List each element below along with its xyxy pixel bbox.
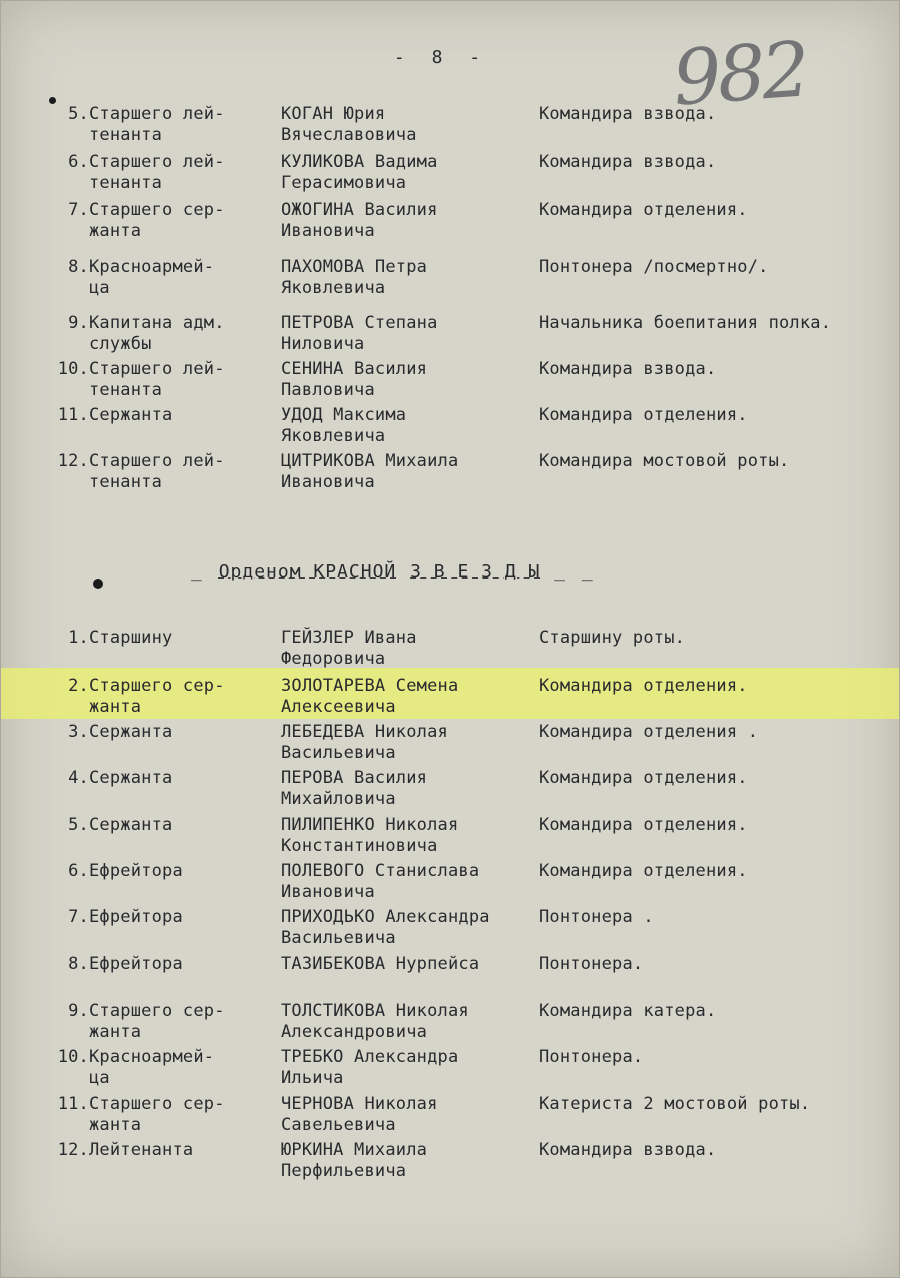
rank <box>89 815 269 836</box>
row-number: 2. <box>68 676 89 696</box>
award-row <box>1 954 899 1000</box>
name-line-1: ЮРКИНА Михаила <box>281 1140 428 1160</box>
full-name <box>281 768 531 810</box>
name-line-1: ПАХОМОВА Петра <box>281 257 428 277</box>
full-name <box>281 405 531 447</box>
rank <box>89 405 269 426</box>
rank <box>89 1094 269 1136</box>
name-line-2: Павловича <box>281 380 375 400</box>
name-line-2: Ильича <box>281 1068 344 1088</box>
full-name <box>281 313 531 355</box>
name-line-1: ПОЛЕВОГО Станислава <box>281 861 480 881</box>
rank <box>89 152 269 194</box>
position: Командира отделения. <box>539 768 748 788</box>
name-line-2: Яковлевича <box>281 278 386 298</box>
name-line-1: ПЕРОВА Василия <box>281 768 428 788</box>
name-line-1: ТАЗИБЕКОВА Нурпейса <box>281 954 480 974</box>
full-name <box>281 861 531 903</box>
rank-line-1: Старшего лей- <box>89 359 225 379</box>
rank-line-1: Капитана адм. <box>89 313 225 333</box>
rank-line-2: ца <box>89 1068 110 1088</box>
position: Старшину роты. <box>539 628 686 648</box>
row-number: 9. <box>68 313 89 333</box>
award-row <box>1 1001 899 1047</box>
rank-line-1: Старшего сер- <box>89 200 225 220</box>
position: Командира отделения. <box>539 405 748 425</box>
rank-line-1: Сержанта <box>89 405 173 425</box>
rank <box>89 451 269 493</box>
full-name <box>281 954 531 975</box>
row-number: 5. <box>68 104 89 124</box>
name-line-1: СЕНИНА Василия <box>281 359 428 379</box>
name-line-1: ОЖОГИНА Василия <box>281 200 438 220</box>
rank-line-2: тенанта <box>89 472 163 492</box>
name-line-1: КУЛИКОВА Вадима <box>281 152 438 172</box>
name-line-2: Ниловича <box>281 334 365 354</box>
rank-line-1: Сержанта <box>89 768 173 788</box>
rank <box>89 104 269 146</box>
full-name <box>281 676 531 718</box>
position: Понтонера /посмертно/. <box>539 257 769 277</box>
full-name <box>281 1094 531 1136</box>
rank-line-2: жанта <box>89 221 142 241</box>
rank-line-2: службы <box>89 334 152 354</box>
name-line-1: ЦИТРИКОВА Михаила <box>281 451 459 471</box>
name-line-1: ГЕЙЗЛЕР Ивана <box>281 628 417 648</box>
award-row <box>1 722 899 768</box>
row-number: 11. <box>57 1094 89 1114</box>
rank <box>89 676 269 718</box>
full-name <box>281 815 531 857</box>
position: Понтонера. <box>539 954 644 974</box>
rank-line-2: ца <box>89 278 110 298</box>
row-number: 4. <box>68 768 89 788</box>
full-name <box>281 359 531 401</box>
position: Начальника боепитания полка. <box>539 313 832 333</box>
full-name <box>281 152 531 194</box>
position: Командира мостовой роты. <box>539 451 790 471</box>
rank-line-1: Старшего лей- <box>89 104 225 124</box>
award-row <box>1 628 899 674</box>
rank-line-2: тенанта <box>89 173 163 193</box>
row-number: 8. <box>68 954 89 974</box>
award-row <box>1 313 899 359</box>
name-line-2: Васильевича <box>281 743 396 763</box>
award-row <box>1 257 899 303</box>
position: Командира отделения. <box>539 676 748 696</box>
rank-line-1: Сержанта <box>89 815 173 835</box>
full-name <box>281 451 531 493</box>
row-number: 9. <box>68 1001 89 1021</box>
row-number: 12. <box>57 451 89 471</box>
rank-line-1: Старшего сер- <box>89 1094 225 1114</box>
award-row <box>1 359 899 405</box>
rank-line-1: Ефрейтора <box>89 954 183 974</box>
row-number: 10. <box>57 359 89 379</box>
position: Командира взвода. <box>539 359 717 379</box>
rank-line-1: Ефрейтора <box>89 861 183 881</box>
rank-line-1: Лейтенанта <box>89 1140 194 1160</box>
name-line-1: ЗОЛОТАРЕВА Семена <box>281 676 459 696</box>
award-row <box>1 152 899 198</box>
full-name <box>281 1047 531 1089</box>
rank <box>89 1001 269 1043</box>
position: Командира взвода. <box>539 152 717 172</box>
full-name <box>281 907 531 949</box>
section-title-prefix: Орденом КРАСНОЙ <box>218 561 397 582</box>
full-name <box>281 257 531 299</box>
rank-line-1: Старшего сер- <box>89 1001 225 1021</box>
name-line-2: Ивановича <box>281 472 375 492</box>
archive-number-handwritten: 982 <box>670 24 810 123</box>
name-line-1: КОГАН Юрия <box>281 104 386 124</box>
rank <box>89 1140 269 1161</box>
rank <box>89 907 269 928</box>
rank-line-1: Старшего лей- <box>89 152 225 172</box>
row-number: 7. <box>68 907 89 927</box>
name-line-1: ПИЛИПЕНКО Николая <box>281 815 459 835</box>
position: Командира отделения . <box>539 722 759 742</box>
position: Командира отделения. <box>539 861 748 881</box>
rank <box>89 313 269 355</box>
name-line-1: ТРЕБКО Александра <box>281 1047 459 1067</box>
name-line-2: Перфильевича <box>281 1161 407 1181</box>
row-number: 11. <box>57 405 89 425</box>
award-row <box>1 200 899 246</box>
rank <box>89 861 269 882</box>
rank-line-2: жанта <box>89 697 142 717</box>
rank-line-1: Ефрейтора <box>89 907 183 927</box>
full-name <box>281 200 531 242</box>
rank-line-2: жанта <box>89 1022 142 1042</box>
award-row <box>1 907 899 953</box>
rank-line-1: Старшего сер- <box>89 676 225 696</box>
award-row <box>1 861 899 907</box>
award-row <box>1 1047 899 1093</box>
row-number: 7. <box>68 200 89 220</box>
punch-hole-top <box>49 97 56 104</box>
row-number: 5. <box>68 815 89 835</box>
rank <box>89 200 269 242</box>
row-number: 3. <box>68 722 89 742</box>
award-row <box>1 1140 899 1186</box>
name-line-2: Герасимовича <box>281 173 407 193</box>
name-line-2: Алексеевича <box>281 697 396 717</box>
name-line-2: Ивановича <box>281 221 375 241</box>
full-name <box>281 1001 531 1043</box>
name-line-2: Михайловича <box>281 789 396 809</box>
name-line-2: Александровича <box>281 1022 428 1042</box>
rank-line-2: тенанта <box>89 380 163 400</box>
row-number: 12. <box>57 1140 89 1160</box>
punch-hole-middle <box>93 579 103 589</box>
name-line-1: ПЕТРОВА Степана <box>281 313 438 333</box>
name-line-1: ЛЕБЕДЕВА Николая <box>281 722 448 742</box>
row-number: 10. <box>57 1047 89 1067</box>
award-row <box>1 1094 899 1140</box>
award-row <box>1 405 899 451</box>
rank <box>89 768 269 789</box>
full-name <box>281 1140 531 1182</box>
name-line-2: Федоровича <box>281 649 386 669</box>
full-name <box>281 628 531 670</box>
rank <box>89 257 269 299</box>
award-row-selected[interactable] <box>1 676 899 722</box>
rank-line-1: Старшего лей- <box>89 451 225 471</box>
name-line-1: УДОД Максима <box>281 405 407 425</box>
award-row <box>1 768 899 814</box>
rank <box>89 954 269 975</box>
name-line-2: Савельевича <box>281 1115 396 1135</box>
position: Понтонера . <box>539 907 654 927</box>
rank <box>89 1047 269 1089</box>
rank-line-2: жанта <box>89 1115 142 1135</box>
name-line-2: Константиновича <box>281 836 438 856</box>
rank <box>89 628 269 649</box>
row-number: 6. <box>68 861 89 881</box>
row-number: 6. <box>68 152 89 172</box>
page-number: - 8 - <box>393 47 489 68</box>
name-line-1: ПРИХОДЬКО Александра <box>281 907 490 927</box>
section-title: _ Орденом КРАСНОЙ З В Е З Д Ы _ _ <box>191 561 596 582</box>
rank-line-1: Сержанта <box>89 722 173 742</box>
position: Командира катера. <box>539 1001 717 1021</box>
position: Понтонера. <box>539 1047 644 1067</box>
section-title-word: З В Е З Д Ы <box>410 561 541 582</box>
name-line-2: Вячеславовича <box>281 125 417 145</box>
rank-line-1: Красноармей- <box>89 1047 215 1067</box>
name-line-1: ЧЕРНОВА Николая <box>281 1094 438 1114</box>
position: Командира взвода. <box>539 104 717 124</box>
row-number: 1. <box>68 628 89 648</box>
rank <box>89 722 269 743</box>
row-number: 8. <box>68 257 89 277</box>
award-row <box>1 451 899 497</box>
name-line-2: Васильевича <box>281 928 396 948</box>
rank-line-2: тенанта <box>89 125 163 145</box>
position: Командира отделения. <box>539 200 748 220</box>
position: Катериста 2 мостовой роты. <box>539 1094 811 1114</box>
rank <box>89 359 269 401</box>
name-line-2: Яковлевича <box>281 426 386 446</box>
position: Командира взвода. <box>539 1140 717 1160</box>
rank-line-1: Красноармей- <box>89 257 215 277</box>
name-line-1: ТОЛСТИКОВА Николая <box>281 1001 469 1021</box>
award-row <box>1 104 899 150</box>
name-line-2: Ивановича <box>281 882 375 902</box>
full-name <box>281 104 531 146</box>
position: Командира отделения. <box>539 815 748 835</box>
rank-line-1: Старшину <box>89 628 173 648</box>
full-name <box>281 722 531 764</box>
award-row <box>1 815 899 861</box>
